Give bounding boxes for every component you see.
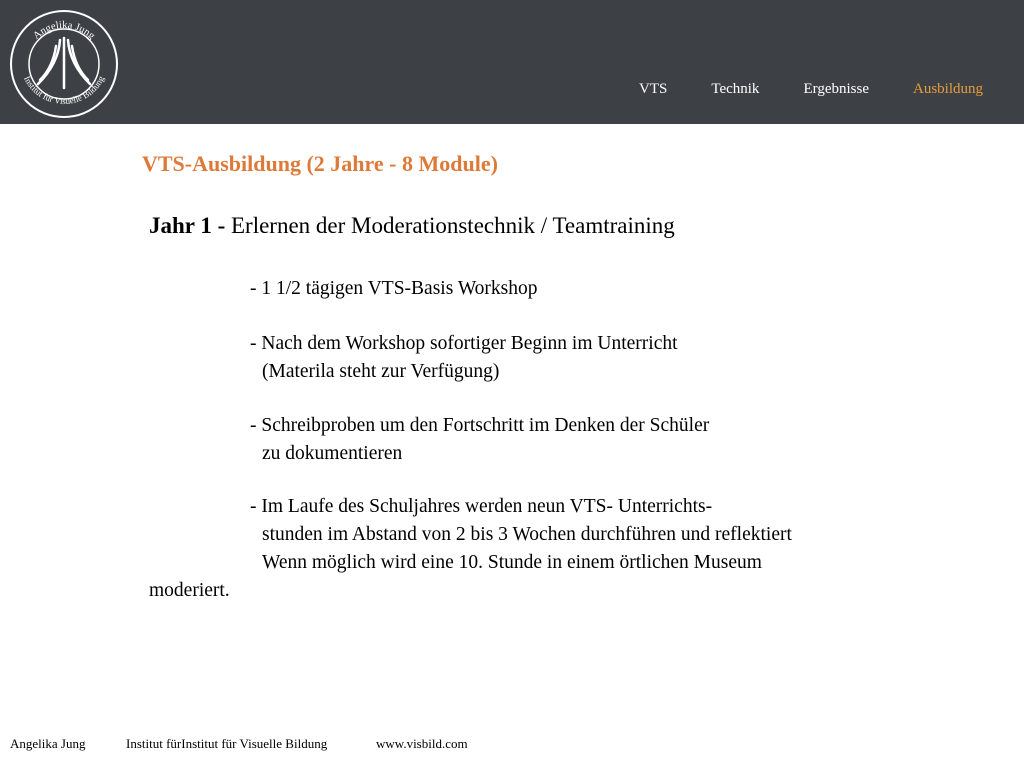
bullet-continuation: Wenn möglich wird eine 10. Stunde in einem örtlichen Museum (262, 552, 762, 573)
logo-text-top: Angelika Jung (31, 19, 97, 42)
nav-item-ausbildung[interactable]: Ausbildung (912, 81, 983, 97)
header-bar (0, 0, 1024, 124)
footer-author: Angelika Jung (10, 736, 86, 751)
bullet-item: - Schreibproben um den Fortschritt im Denken der Schüler (250, 415, 710, 436)
footer-website-link[interactable]: www.visbild.com (376, 736, 468, 751)
nav-item-vts[interactable]: VTS (638, 81, 668, 97)
logo-text-bottom: Institut für Visuelle Bildung (21, 74, 107, 107)
bullet-continuation: (Materila steht zur Verfügung) (262, 361, 500, 382)
bullet-item: - Nach dem Workshop sofortiger Beginn im Unterricht (250, 333, 678, 354)
section-heading-text: Erlernen der Moderationstechnik / Teamtraining (231, 213, 675, 238)
bullet-item: - Im Laufe des Schuljahres werden neun VTS- Unterrichts- (250, 496, 713, 517)
section-heading (149, 213, 675, 239)
nav-item-technik[interactable]: Technik (711, 81, 760, 97)
bullet-continuation: zu dokumentieren (262, 443, 403, 464)
section-heading-year: Jahr 1 - (149, 213, 231, 238)
page-title: VTS-Ausbildung (2 Jahre - 8 Module) (142, 151, 498, 176)
bullet-continuation: moderiert. (149, 580, 230, 601)
bullet-continuation: stunden im Abstand von 2 bis 3 Wochen durchführen und reflektiert (262, 524, 792, 545)
footer-institute: Institut fürInstitut für Visuelle Bildung (126, 736, 328, 751)
arches-logo-icon (8, 8, 120, 120)
nav-item-ergebnisse[interactable]: Ergebnisse (803, 81, 869, 97)
bullet-item: - 1 1/2 tägigen VTS-Basis Workshop (250, 278, 538, 299)
main-nav (595, 80, 983, 98)
